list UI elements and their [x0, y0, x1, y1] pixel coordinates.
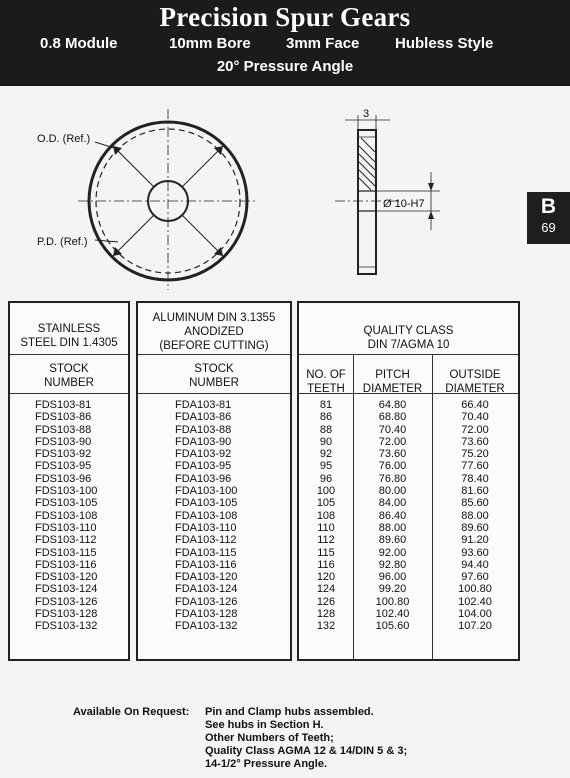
od-label: O.D. (Ref.): [37, 133, 91, 145]
outside-diameter-cell: 104.00: [458, 608, 492, 621]
stainless-stock-cell: FDS103-126: [35, 595, 98, 608]
outside-diameter-cell: 107.20: [458, 620, 492, 633]
aluminum-stock-numbers: [175, 399, 237, 633]
stainless-stock-cell: FDS103-95: [35, 460, 92, 473]
pitch-diameter-cell: 96.00: [378, 571, 407, 584]
aluminum-stock-cell: FDA103-108: [175, 509, 238, 522]
stainless-table: [8, 301, 130, 661]
pitch-diameter-cell: 102.40: [375, 608, 410, 621]
pitch-diameter-cell: 99.20: [378, 583, 407, 596]
aluminum-stock-cell: FDA103-115: [175, 546, 237, 559]
aluminum-stock-cell: FDA103-120: [175, 571, 238, 584]
available-option-line: See hubs in Section H.: [205, 719, 324, 731]
outside-diameter-cell: 100.80: [458, 583, 492, 596]
aluminum-stock-cell: FDA103-92: [175, 448, 232, 461]
pitch-diameter-cell: 68.80: [378, 411, 407, 424]
outside-diameter-cell: 73.60: [461, 435, 489, 448]
pitch-diameter-cell: 92.80: [378, 558, 407, 571]
outside-diameter-cell: 72.00: [461, 423, 489, 436]
stainless-stock-cell: FDS103-90: [35, 435, 92, 448]
pitch-diameter-cell: 100.80: [375, 595, 410, 608]
pd-label: P.D. (Ref.): [37, 236, 88, 248]
stainless-stock-cell: FDS103-120: [35, 571, 98, 584]
stainless-material: STAINLESS STEEL DIN 1.4305: [20, 323, 118, 349]
bore-label: Ø 10-H7: [383, 198, 425, 210]
aluminum-stock-cell: FDA103-81: [175, 399, 232, 411]
available-label: Available On Request:: [73, 706, 190, 718]
teeth-cell: 108: [316, 509, 336, 522]
stainless-stock-cell: FDS103-128: [35, 608, 98, 621]
section-tab: [527, 192, 570, 244]
teeth-cell: 81: [319, 399, 333, 411]
available-option-line: Quality Class AGMA 12 & 14/DIN 5 & 3;: [205, 745, 408, 757]
teeth-cell: 115: [317, 546, 335, 559]
outside-diameter-values: [432, 399, 518, 633]
style-spec: Hubless Style: [395, 35, 494, 52]
pitch-diameter-cell: 76.80: [378, 472, 407, 485]
pitch-diameter-cell: 84.00: [378, 497, 407, 510]
stainless-stock-cell: FDS103-100: [35, 485, 98, 498]
face-width-label: 3: [363, 108, 370, 120]
page-number: 69: [541, 220, 556, 235]
stainless-stock-header: STOCK NUMBER: [44, 363, 94, 389]
teeth-cell: 88: [319, 423, 333, 436]
pitch-diameter-header: PITCH DIAMETER: [362, 369, 423, 395]
teeth-values: [299, 399, 353, 633]
outside-diameter-cell: 93.60: [461, 546, 489, 559]
pitch-diameter-cell: 76.00: [378, 460, 407, 473]
teeth-cell: 86: [319, 411, 333, 424]
teeth-cell: 105: [316, 497, 336, 510]
pitch-diameter-cell: 72.00: [378, 435, 407, 448]
stainless-stock-cell: FDS103-96: [35, 472, 92, 485]
pitch-diameter-cell: 86.40: [378, 509, 407, 522]
aluminum-material: ALUMINUM DIN 3.1355 ANODIZED (BEFORE CUTTING): [152, 312, 276, 352]
pitch-diameter-cell: 70.40: [378, 423, 407, 436]
pitch-diameter-cell: 73.60: [378, 448, 407, 461]
outside-diameter-cell: 77.60: [461, 460, 489, 473]
teeth-cell: 128: [316, 608, 336, 621]
quality-class-header: QUALITY CLASS DIN 7/AGMA 10: [363, 325, 454, 351]
teeth-cell: 112: [317, 534, 335, 547]
outside-diameter-cell: 94.40: [461, 558, 489, 571]
teeth-cell: 126: [316, 595, 336, 608]
stainless-stock-cell: FDS103-132: [35, 620, 98, 633]
aluminum-stock-cell: FDA103-110: [175, 521, 237, 534]
bore-spec: 10mm Bore: [169, 35, 251, 52]
pitch-diameter-cell: 80.00: [378, 485, 407, 498]
outside-diameter-cell: 81.60: [461, 485, 489, 498]
quality-table: [297, 301, 520, 661]
outside-diameter-cell: 75.20: [461, 448, 489, 461]
outside-diameter-cell: 70.40: [461, 411, 489, 424]
teeth-cell: 116: [317, 558, 335, 571]
outside-diameter-cell: 97.60: [461, 571, 489, 584]
aluminum-stock-cell: FDA103-116: [175, 558, 237, 571]
stainless-stock-cell: FDS103-86: [35, 411, 92, 424]
teeth-cell: 92: [319, 448, 333, 461]
aluminum-stock-cell: FDA103-88: [175, 423, 232, 436]
available-option-line: Other Numbers of Teeth;: [205, 732, 334, 744]
aluminum-stock-cell: FDA103-132: [175, 620, 238, 633]
teeth-cell: 124: [316, 583, 336, 596]
module-spec: 0.8 Module: [40, 35, 118, 52]
aluminum-stock-cell: FDA103-124: [175, 583, 238, 596]
teeth-cell: 110: [317, 521, 335, 534]
stainless-stock-cell: FDS103-124: [35, 583, 98, 596]
aluminum-stock-cell: FDA103-128: [175, 608, 238, 621]
stainless-stock-cell: FDS103-116: [35, 558, 97, 571]
aluminum-stock-cell: FDA103-112: [175, 534, 237, 547]
pitch-diameter-cell: 89.60: [378, 534, 407, 547]
pitch-diameter-cell: 64.80: [378, 399, 407, 411]
available-option-line: Pin and Clamp hubs assembled.: [205, 706, 374, 718]
teeth-cell: 96: [319, 472, 333, 485]
aluminum-stock-cell: FDA103-126: [175, 595, 238, 608]
teeth-cell: 120: [316, 571, 336, 584]
stainless-stock-numbers: [35, 399, 97, 633]
stainless-stock-cell: FDS103-110: [35, 521, 97, 534]
stainless-stock-cell: FDS103-112: [35, 534, 97, 547]
aluminum-stock-cell: FDA103-90: [175, 435, 232, 448]
stainless-stock-cell: FDS103-81: [35, 399, 92, 411]
pitch-diameter-cell: 92.00: [378, 546, 407, 559]
available-options: [205, 706, 407, 771]
gear-side-view: [335, 115, 440, 274]
stainless-stock-cell: FDS103-108: [35, 509, 98, 522]
aluminum-stock-cell: FDA103-100: [175, 485, 238, 498]
face-spec: 3mm Face: [286, 35, 360, 52]
outside-diameter-cell: 102.40: [458, 595, 492, 608]
stainless-stock-cell: FDS103-92: [35, 448, 92, 461]
aluminum-stock-cell: FDA103-96: [175, 472, 232, 485]
teeth-cell: 100: [316, 485, 336, 498]
gear-drawing: [0, 90, 520, 290]
header-banner: [0, 0, 570, 86]
stainless-stock-cell: FDS103-88: [35, 423, 92, 436]
aluminum-table: [136, 301, 292, 661]
aluminum-stock-cell: FDA103-95: [175, 460, 232, 473]
pitch-diameter-cell: 105.60: [375, 620, 410, 633]
page-title: Precision Spur Gears: [159, 2, 411, 32]
outside-diameter-cell: 66.40: [461, 399, 489, 411]
gear-front-view: [78, 109, 258, 290]
teeth-cell: 95: [319, 460, 333, 473]
pitch-diameter-values: [353, 399, 432, 633]
section-letter: B: [540, 195, 557, 218]
pitch-diameter-cell: 88.00: [378, 521, 407, 534]
outside-diameter-cell: 89.60: [461, 521, 489, 534]
available-option-line: 14-1/2° Pressure Angle.: [205, 758, 327, 770]
aluminum-stock-cell: FDA103-105: [175, 497, 238, 510]
outside-diameter-cell: 91.20: [461, 534, 489, 547]
outside-diameter-cell: 88.00: [461, 509, 489, 522]
teeth-cell: 90: [319, 435, 333, 448]
stainless-stock-cell: FDS103-115: [35, 546, 97, 559]
stainless-stock-cell: FDS103-105: [35, 497, 98, 510]
outside-diameter-cell: 78.40: [461, 472, 489, 485]
outside-diameter-cell: 85.60: [461, 497, 489, 510]
aluminum-stock-header: STOCK NUMBER: [189, 363, 239, 389]
outside-diameter-header: OUTSIDE DIAMETER: [445, 369, 505, 395]
teeth-header: NO. OF TEETH: [306, 369, 346, 395]
aluminum-stock-cell: FDA103-86: [175, 411, 232, 424]
pressure-angle-spec: 20° Pressure Angle: [216, 58, 354, 75]
teeth-cell: 132: [316, 620, 336, 633]
